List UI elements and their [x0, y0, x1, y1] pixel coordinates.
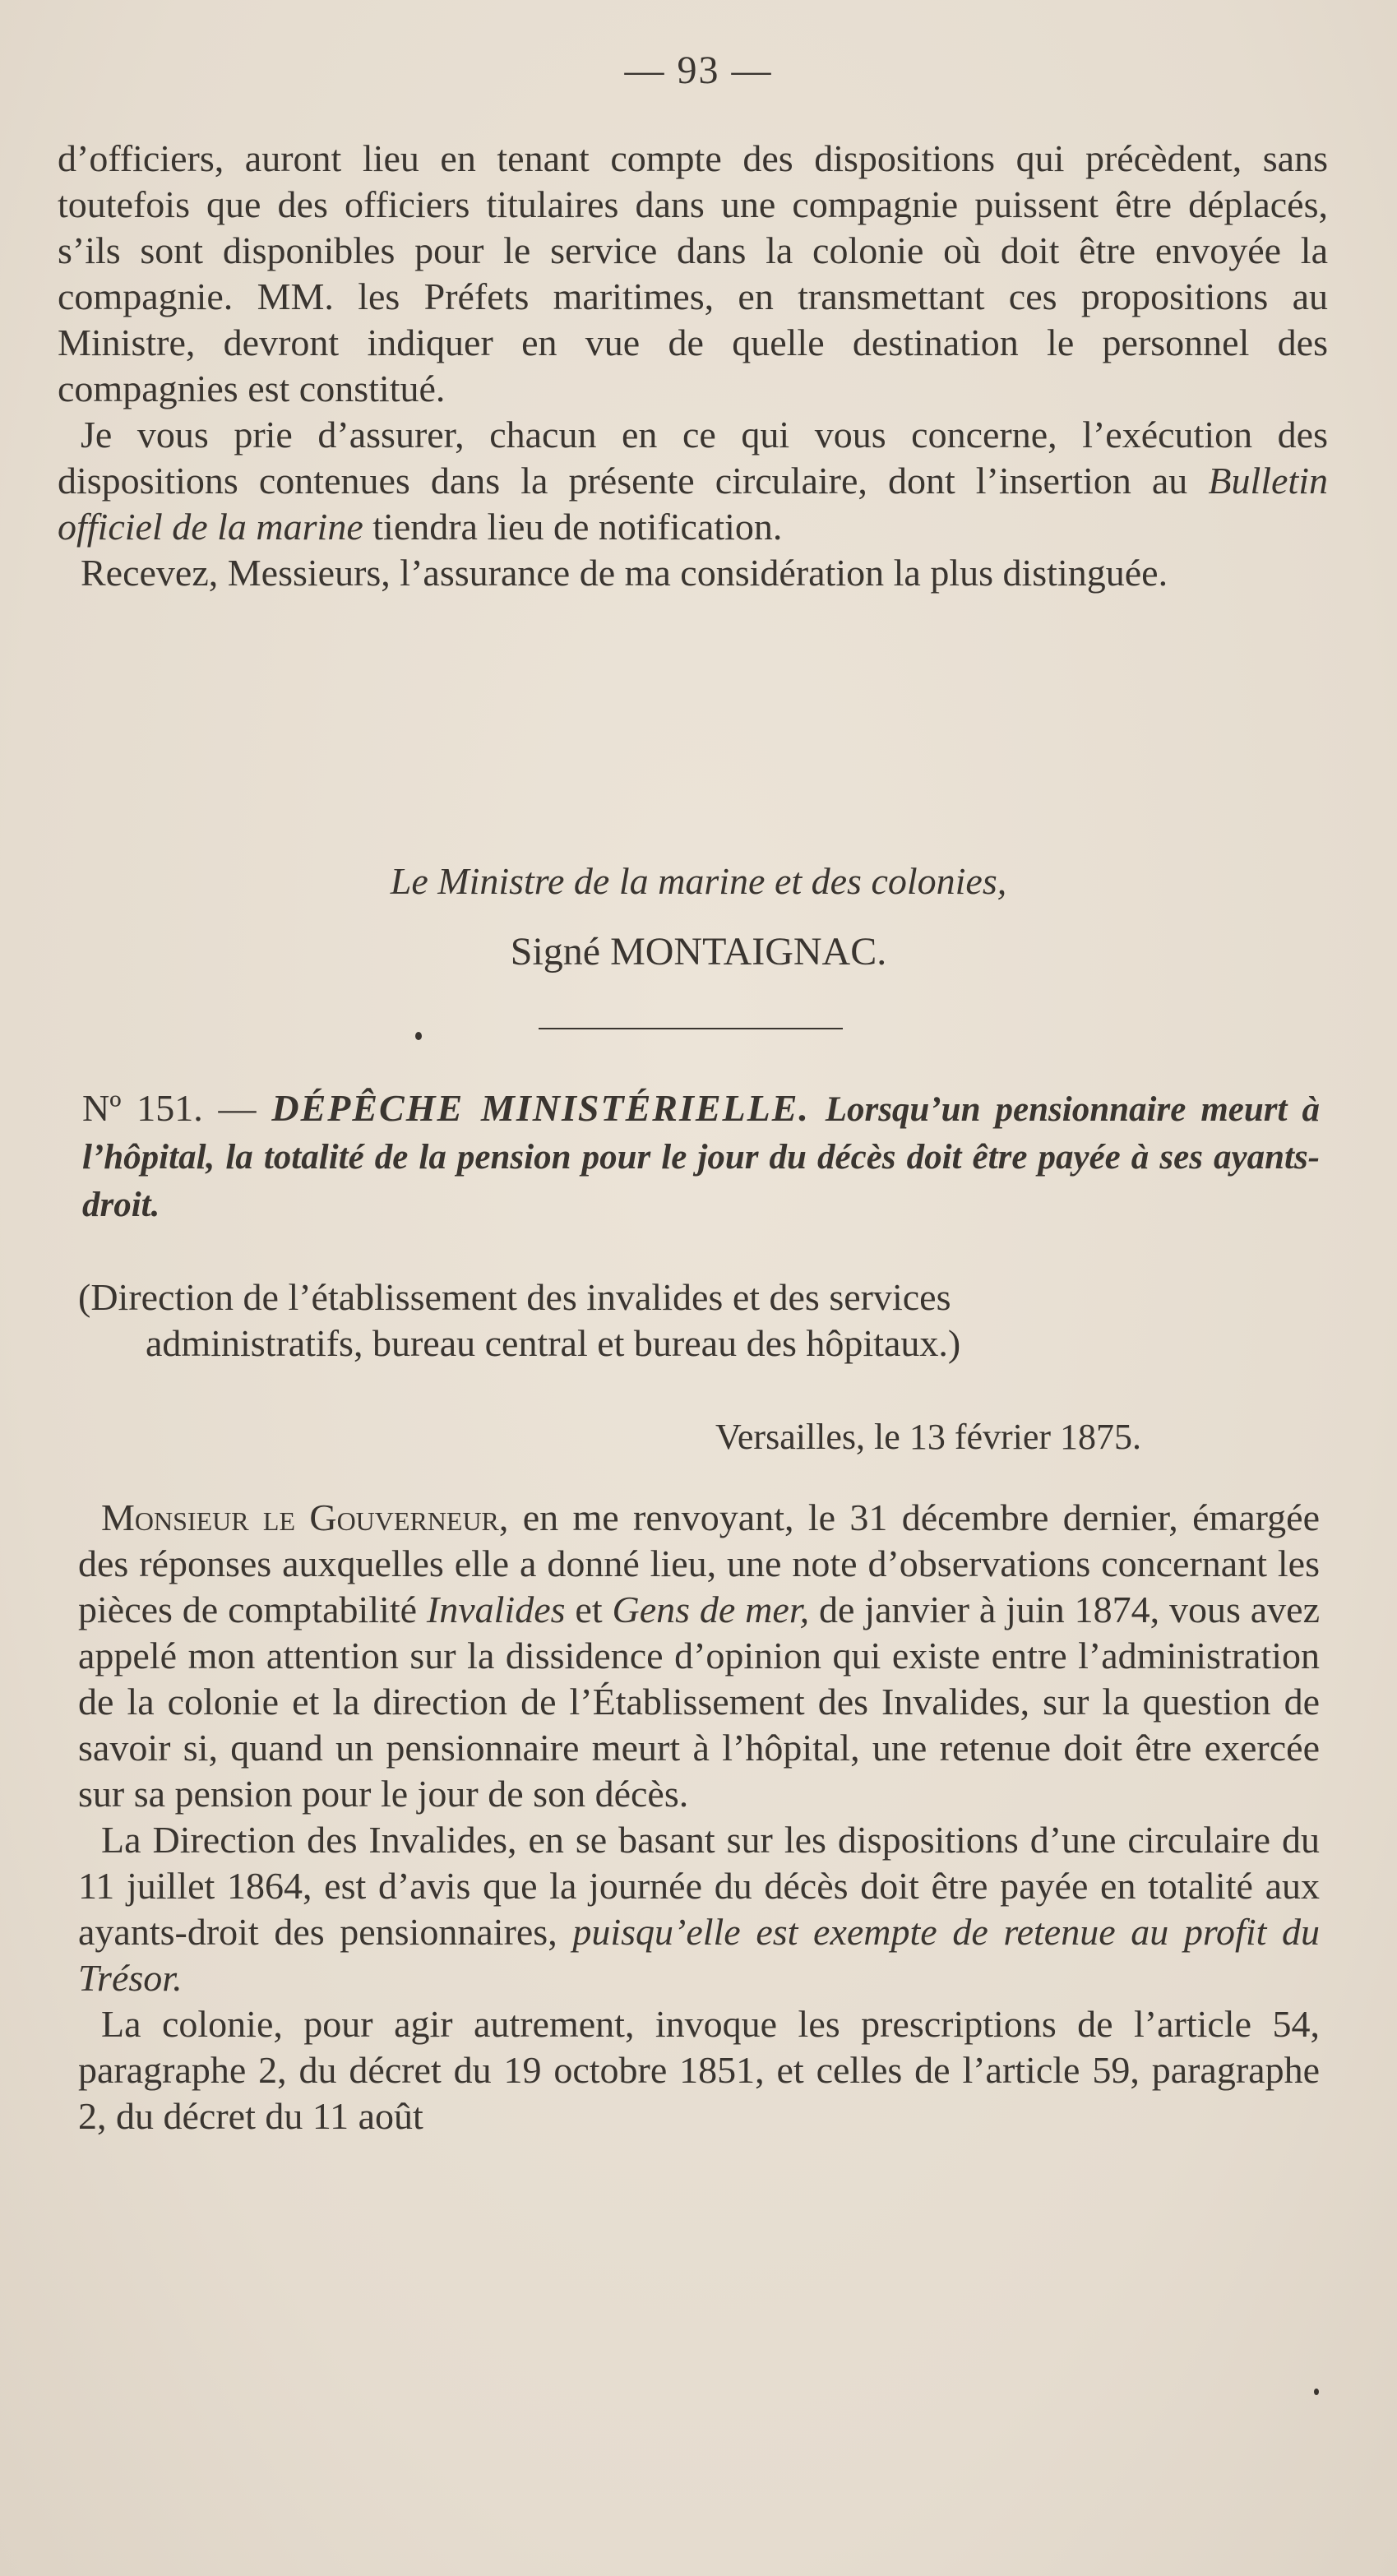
- signature-name: Signé MONTAIGNAC.: [510, 930, 887, 974]
- paragraph-1: d’officiers, auront lieu en tenant compte des dispositions qui précèdent, sans toutefois que des officiers titulaires dans une compagnie puissent être déplacés, s’ils sont disponibles pour le service dans la colonie où doit être envoyée la compagnie. MM. les Préfets maritimes, en transmettant ces propositions au Ministre, devront indiquer en vue de quelle destination le personnel des compagnies est constitué.: [58, 137, 1328, 409]
- dispatch-body: [78, 1495, 1320, 2139]
- direction-note: (Direction de l’établissement des invalides et des services administratifs, bureau central et bureau des hôpitaux.): [78, 1276, 961, 1364]
- signature-title: Le Ministre de la marine et des colonies,: [390, 860, 1007, 902]
- body-paragraph-1: Monsieur le Gouverneur, en me renvoyant, le 31 décembre dernier, émargée des réponses auxquelles elle a donné lieu, une note d’observations concernant les pièces de comptabilité Invalides et Gens de mer, de janvier à juin 1874, vous avez appelé mon attention sur la dissidence d’opinion qui existe entre l’administration de la colonie et la direction de l’Établissement des Invalides, sur la question de savoir si, quand un pensionnaire meurt à l’hôpital, une retenue doit être exercée sur sa pension pour le jour de son décès.: [78, 1496, 1320, 1815]
- entry-summary: Lorsqu’un pensionnaire meurt à l’hôpital, la totalité de la pension pour le jour du décès doit être payée à ses ayants-droit.: [82, 1090, 1321, 1224]
- ink-speck: [1314, 2389, 1319, 2395]
- entry-heading: DÉPÊCHE MINISTÉRIELLE.: [271, 1087, 810, 1129]
- paragraph-3: Recevez, Messieurs, l’assurance de ma considération la plus distinguée.: [81, 552, 1168, 594]
- paragraph-2: Je vous prie d’assurer, chacun en ce qui vous concerne, l’exécution des dispositions contenues dans la présente circulaire, dont l’insertion au Bulletin officiel de la marine tiendra lieu de notification.: [58, 414, 1328, 548]
- section-divider: [539, 1028, 843, 1029]
- letter-continuation: [58, 136, 1328, 596]
- bulletin-title: Bulletin officiel de la marine: [58, 460, 1328, 548]
- date-line: Versailles, le 13 février 1875.: [715, 1417, 1142, 1457]
- ink-dot: [415, 1032, 422, 1040]
- entry-number: Nº 151. —: [82, 1087, 257, 1129]
- body-paragraph-2: La Direction des Invalides, en se basant sur les dispositions d’une circulaire du 11 juillet 1864, est d’avis que la journée du décès doit être payée en totalité aux ayants-droit des pensionnaires, puisqu’elle est exempte de retenue au profit du Trésor.: [78, 1819, 1320, 1999]
- entry-header: [82, 1085, 1320, 1228]
- body-paragraph-3: La colonie, pour agir autrement, invoque les prescriptions de l’article 54, paragraphe 2, du décret du 19 octobre 1851, et celles de l’article 59, paragraphe 2, du décret du 11 août: [78, 2003, 1320, 2137]
- page-number: — 93 —: [624, 49, 773, 92]
- salutation: Monsieur le Gouverneur,: [101, 1496, 509, 1538]
